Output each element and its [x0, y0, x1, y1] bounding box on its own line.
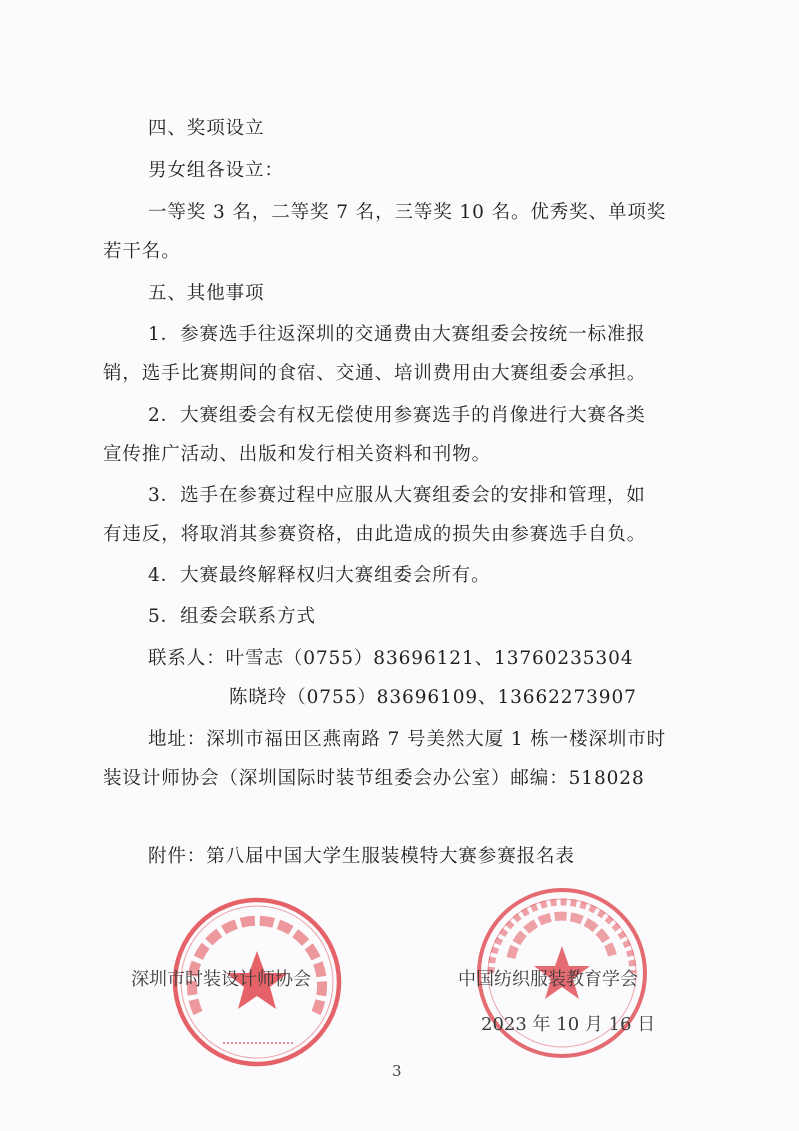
- section-4-intro: 男女组各设立：: [148, 160, 284, 181]
- address-line-1: 地址：深圳市福田区燕南路 7 号美然大厦 1 栋一楼深圳市时: [148, 729, 667, 750]
- item-3-line-1: 3．选手在参赛过程中应服从大赛组委会的安排和管理，如: [148, 485, 646, 506]
- item-4: 4．大赛最终解释权归大赛组委会所有。: [148, 565, 491, 586]
- section-4-heading: 四、奖项设立: [148, 118, 265, 139]
- contact-2: 陈晓玲（0755）83696109、13662273907: [229, 687, 637, 708]
- item-2-line-2: 宣传推广活动、出版和发行相关资料和刊物。: [103, 444, 492, 465]
- item-2-line-1: 2．大赛组委会有权无偿使用参赛选手的肖像进行大赛各类: [148, 405, 646, 426]
- item-5: 5．组委会联系方式: [148, 606, 316, 627]
- left-signature-org: 深圳市时装设计师协会: [131, 969, 311, 990]
- item-1-line-2: 销，选手比赛期间的食宿、交通、培训费用由大赛组委会承担。: [103, 363, 647, 384]
- awards-line-1: 一等奖 3 名，二等奖 7 名，三等奖 10 名。优秀奖、单项奖: [148, 202, 667, 223]
- right-signature-org: 中国纺织服装教育学会: [458, 969, 638, 990]
- contact-1: 联系人：叶雪志（0755）83696121、13760235304: [148, 648, 634, 669]
- item-1-line-1: 1．参赛选手往返深圳的交通费由大赛组委会按统一标准报: [148, 324, 646, 345]
- awards-line-2: 若干名。: [103, 241, 181, 262]
- attachment-line: 附件：第八届中国大学生服装模特大赛参赛报名表: [148, 846, 575, 867]
- section-5-heading: 五、其他事项: [148, 283, 265, 304]
- signature-date: 2023 年 10 月 16 日: [481, 1014, 656, 1035]
- address-line-2: 装设计师协会（深圳国际时装节组委会办公室）邮编：518028: [103, 768, 645, 789]
- item-3-line-2: 有违反，将取消其参赛资格，由此造成的损失由参赛选手自负。: [103, 524, 647, 545]
- page-number: 3: [392, 1062, 402, 1080]
